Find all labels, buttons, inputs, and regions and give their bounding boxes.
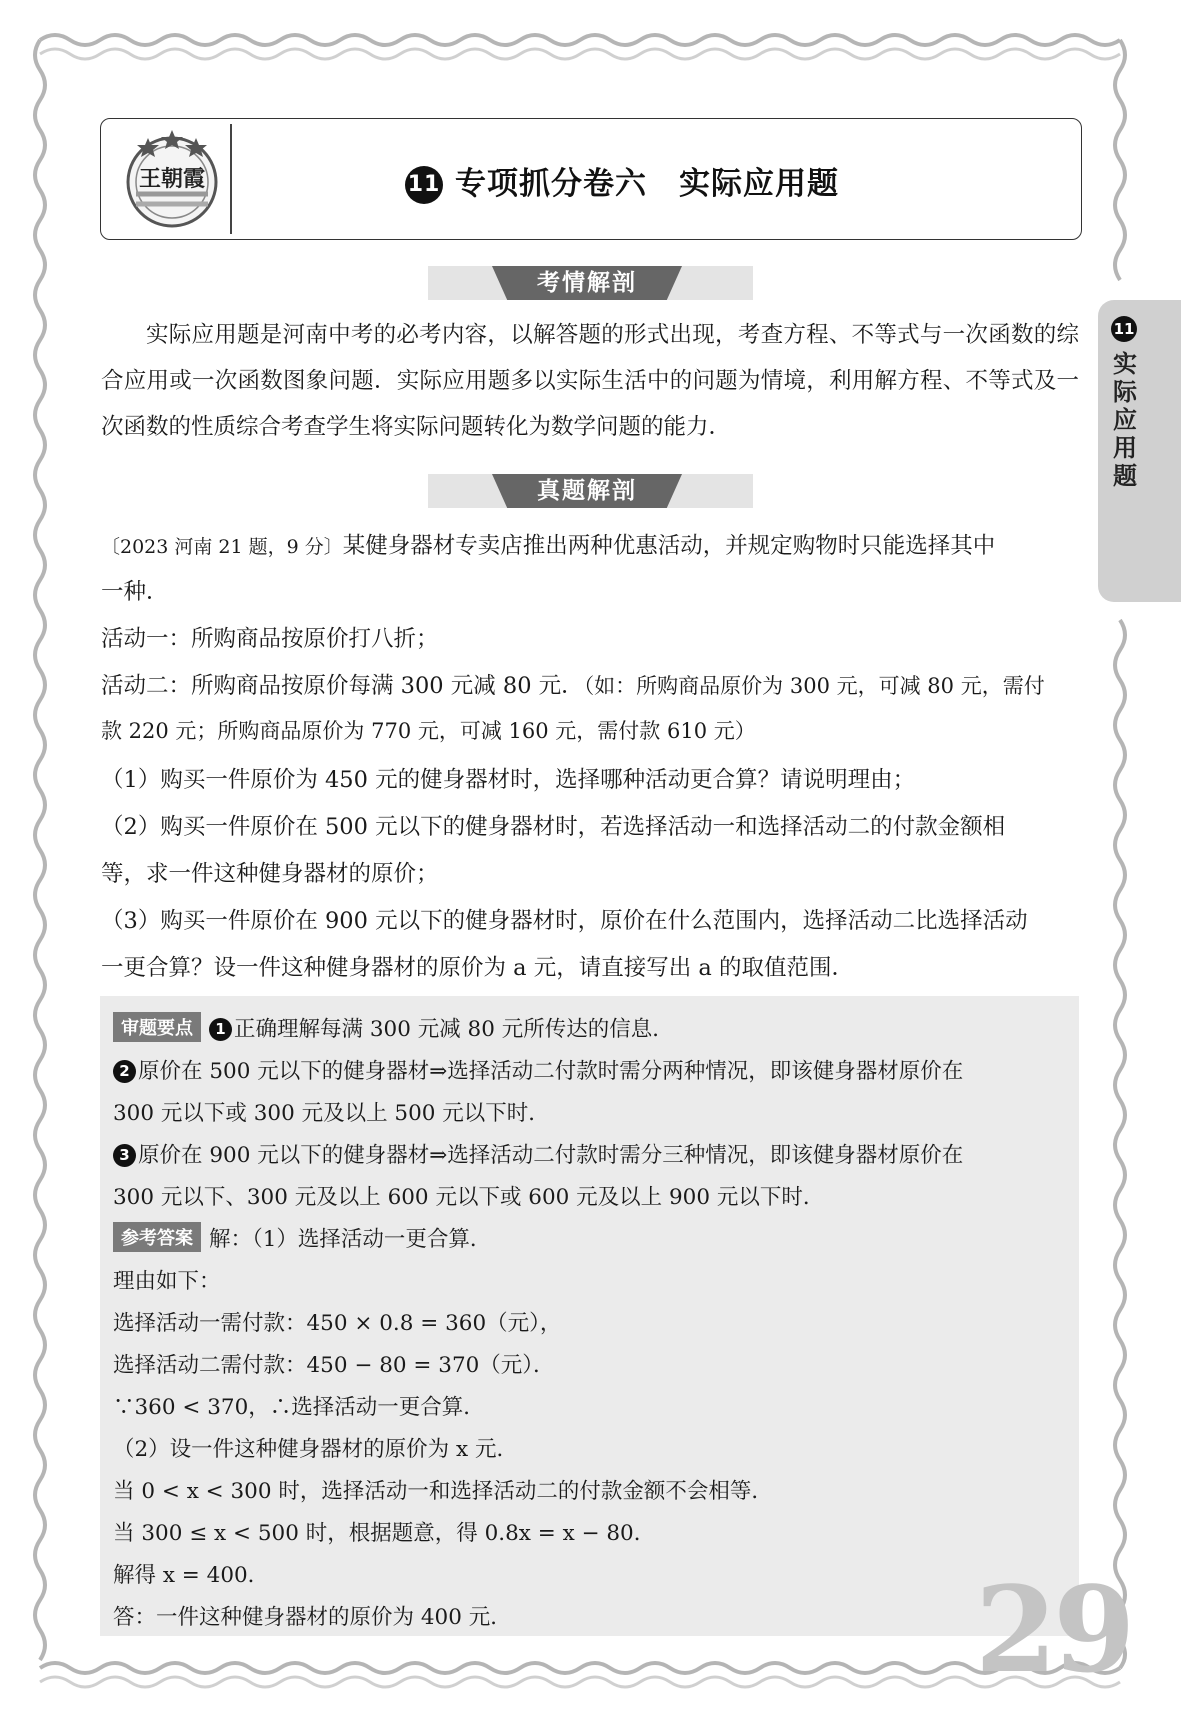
bottom-wave-line-inner [40, 1677, 1120, 1687]
answer-line-2: 理由如下： [113, 1269, 221, 1294]
page-title [405, 158, 839, 204]
key-point-3-cont: 300 元以下、300 元及以上 600 元以下或 600 元及以上 900 元以下时． [113, 1185, 825, 1210]
side-tab-char: 用 [1113, 434, 1137, 462]
side-tab-label [1110, 350, 1140, 490]
right-wave-line-top [1115, 40, 1125, 280]
intro-paragraph: 实际应用题是河南中考的必考内容，以解答题的形式出现，考查方程、不等式与一次函数的综合应用或一次函数图象问题．实际应用题多以实际生活中的问题为情境，利用解方程、不等式及一次函数的性质综合考查学生将实际问题转化为数学问题的能力． [101, 322, 1079, 440]
answer-line-7: 当 0 < x < 300 时，选择活动一和选择活动二的付款金额不会相等． [113, 1479, 773, 1504]
key-point-1 [113, 1012, 674, 1043]
question-3: （3）购买一件原价在 900 元以下的健身器材时，原价在什么范围内，选择活动二比选择活动 [101, 908, 1028, 934]
publisher-logo [118, 124, 226, 232]
key-points-label: 审题要点 [113, 1012, 201, 1042]
top-wave-line-inner [40, 49, 1120, 59]
answer-line-8: 当 300 ≤ x < 500 时，根据题意，得 0.8x = x − 80． [113, 1521, 656, 1546]
banner-label: 考情解剖 [537, 270, 637, 296]
activity-two [101, 668, 1045, 700]
point-number-badge: 3 [113, 1144, 136, 1167]
side-tab-char: 际 [1113, 378, 1137, 406]
problem-text: 某健身器材专卖店推出两种优惠活动，并规定购物时只能选择其中 [342, 533, 996, 559]
side-tab-char: 题 [1113, 462, 1137, 490]
question-2: （2）购买一件原价在 500 元以下的健身器材时，若选择活动一和选择活动二的付款金额相 [101, 814, 1006, 840]
question-2-cont: 等，求一件这种健身器材的原价； [101, 861, 439, 887]
question-1: （1）购买一件原价为 450 元的健身器材时，选择哪种活动更合算？请说明理由； [101, 767, 916, 793]
logo-separator [230, 124, 232, 234]
answer-label: 参考答案 [113, 1222, 201, 1252]
section-banner-real-exam [428, 474, 753, 508]
answer-line-3: 选择活动一需付款：450 × 0.8 = 360（元）， [113, 1311, 562, 1336]
side-tab-char: 实 [1113, 350, 1137, 378]
problem-line [101, 528, 995, 560]
key-point-2 [113, 1054, 963, 1085]
answer-line-6: （2）设一件这种健身器材的原价为 x 元． [113, 1437, 518, 1462]
side-tab-number: 11 [1111, 316, 1137, 342]
top-wave-line [40, 35, 1120, 45]
activity-two-main: 活动二：所购商品按原价每满 300 元减 80 元． [101, 673, 584, 699]
answer-line-5: ∵360 < 370，∴选择活动一更合算． [113, 1395, 485, 1420]
bottom-wave-line [40, 1663, 1120, 1673]
problem-line: 一种． [101, 579, 169, 605]
point-number-badge: 1 [209, 1018, 232, 1041]
key-point-text: 正确理解每满 300 元减 80 元所传达的信息． [234, 1017, 674, 1042]
point-number-badge: 2 [113, 1060, 136, 1083]
left-wave-line [35, 40, 45, 1660]
right-wave-line-bottom [1115, 620, 1125, 1668]
title-number-badge: 11 [405, 166, 443, 204]
activity-two-note: （如：所购商品原价为 300 元，可减 80 元，需付 [583, 674, 1045, 698]
title-text: 专项抓分卷六 实际应用题 [455, 166, 839, 202]
key-point-text: 原价在 500 元以下的健身器材⇒选择活动二付款时需分两种情况，即该健身器材原价在 [138, 1059, 964, 1084]
question-3-cont: 一更合算？设一件这种健身器材的原价为 a 元，请直接写出 a 的取值范围． [101, 955, 854, 981]
banner-label: 真题解剖 [537, 478, 637, 504]
answer-line-4: 选择活动二需付款：450 − 80 = 370（元）． [113, 1353, 555, 1378]
key-point-3 [113, 1138, 963, 1169]
key-point-2-cont: 300 元以下或 300 元及以上 500 元以下时． [113, 1101, 550, 1126]
page-number: 29 [975, 1560, 1132, 1699]
side-tab-char: 应 [1113, 406, 1137, 434]
svg-text:王朝霞: 王朝霞 [138, 166, 206, 192]
key-point-text: 原价在 900 元以下的健身器材⇒选择活动二付款时需分三种情况，即该健身器材原价在 [138, 1143, 964, 1168]
activity-two-note-cont: 款 220 元；所购商品原价为 770 元，可减 160 元，需付款 610 元） [101, 719, 756, 743]
activity-one: 活动一：所购商品按原价打八折； [101, 626, 439, 652]
problem-source: 〔2023 河南 21 题，9 分〕 [101, 536, 343, 558]
answer-line-1 [113, 1222, 491, 1253]
section-banner-analysis [428, 266, 753, 300]
answer-text: 解：（1）选择活动一更合算． [209, 1227, 492, 1252]
answer-line-9: 解得 x = 400． [113, 1563, 270, 1588]
answer-line-10: 答：一件这种健身器材的原价为 400 元． [113, 1605, 512, 1630]
